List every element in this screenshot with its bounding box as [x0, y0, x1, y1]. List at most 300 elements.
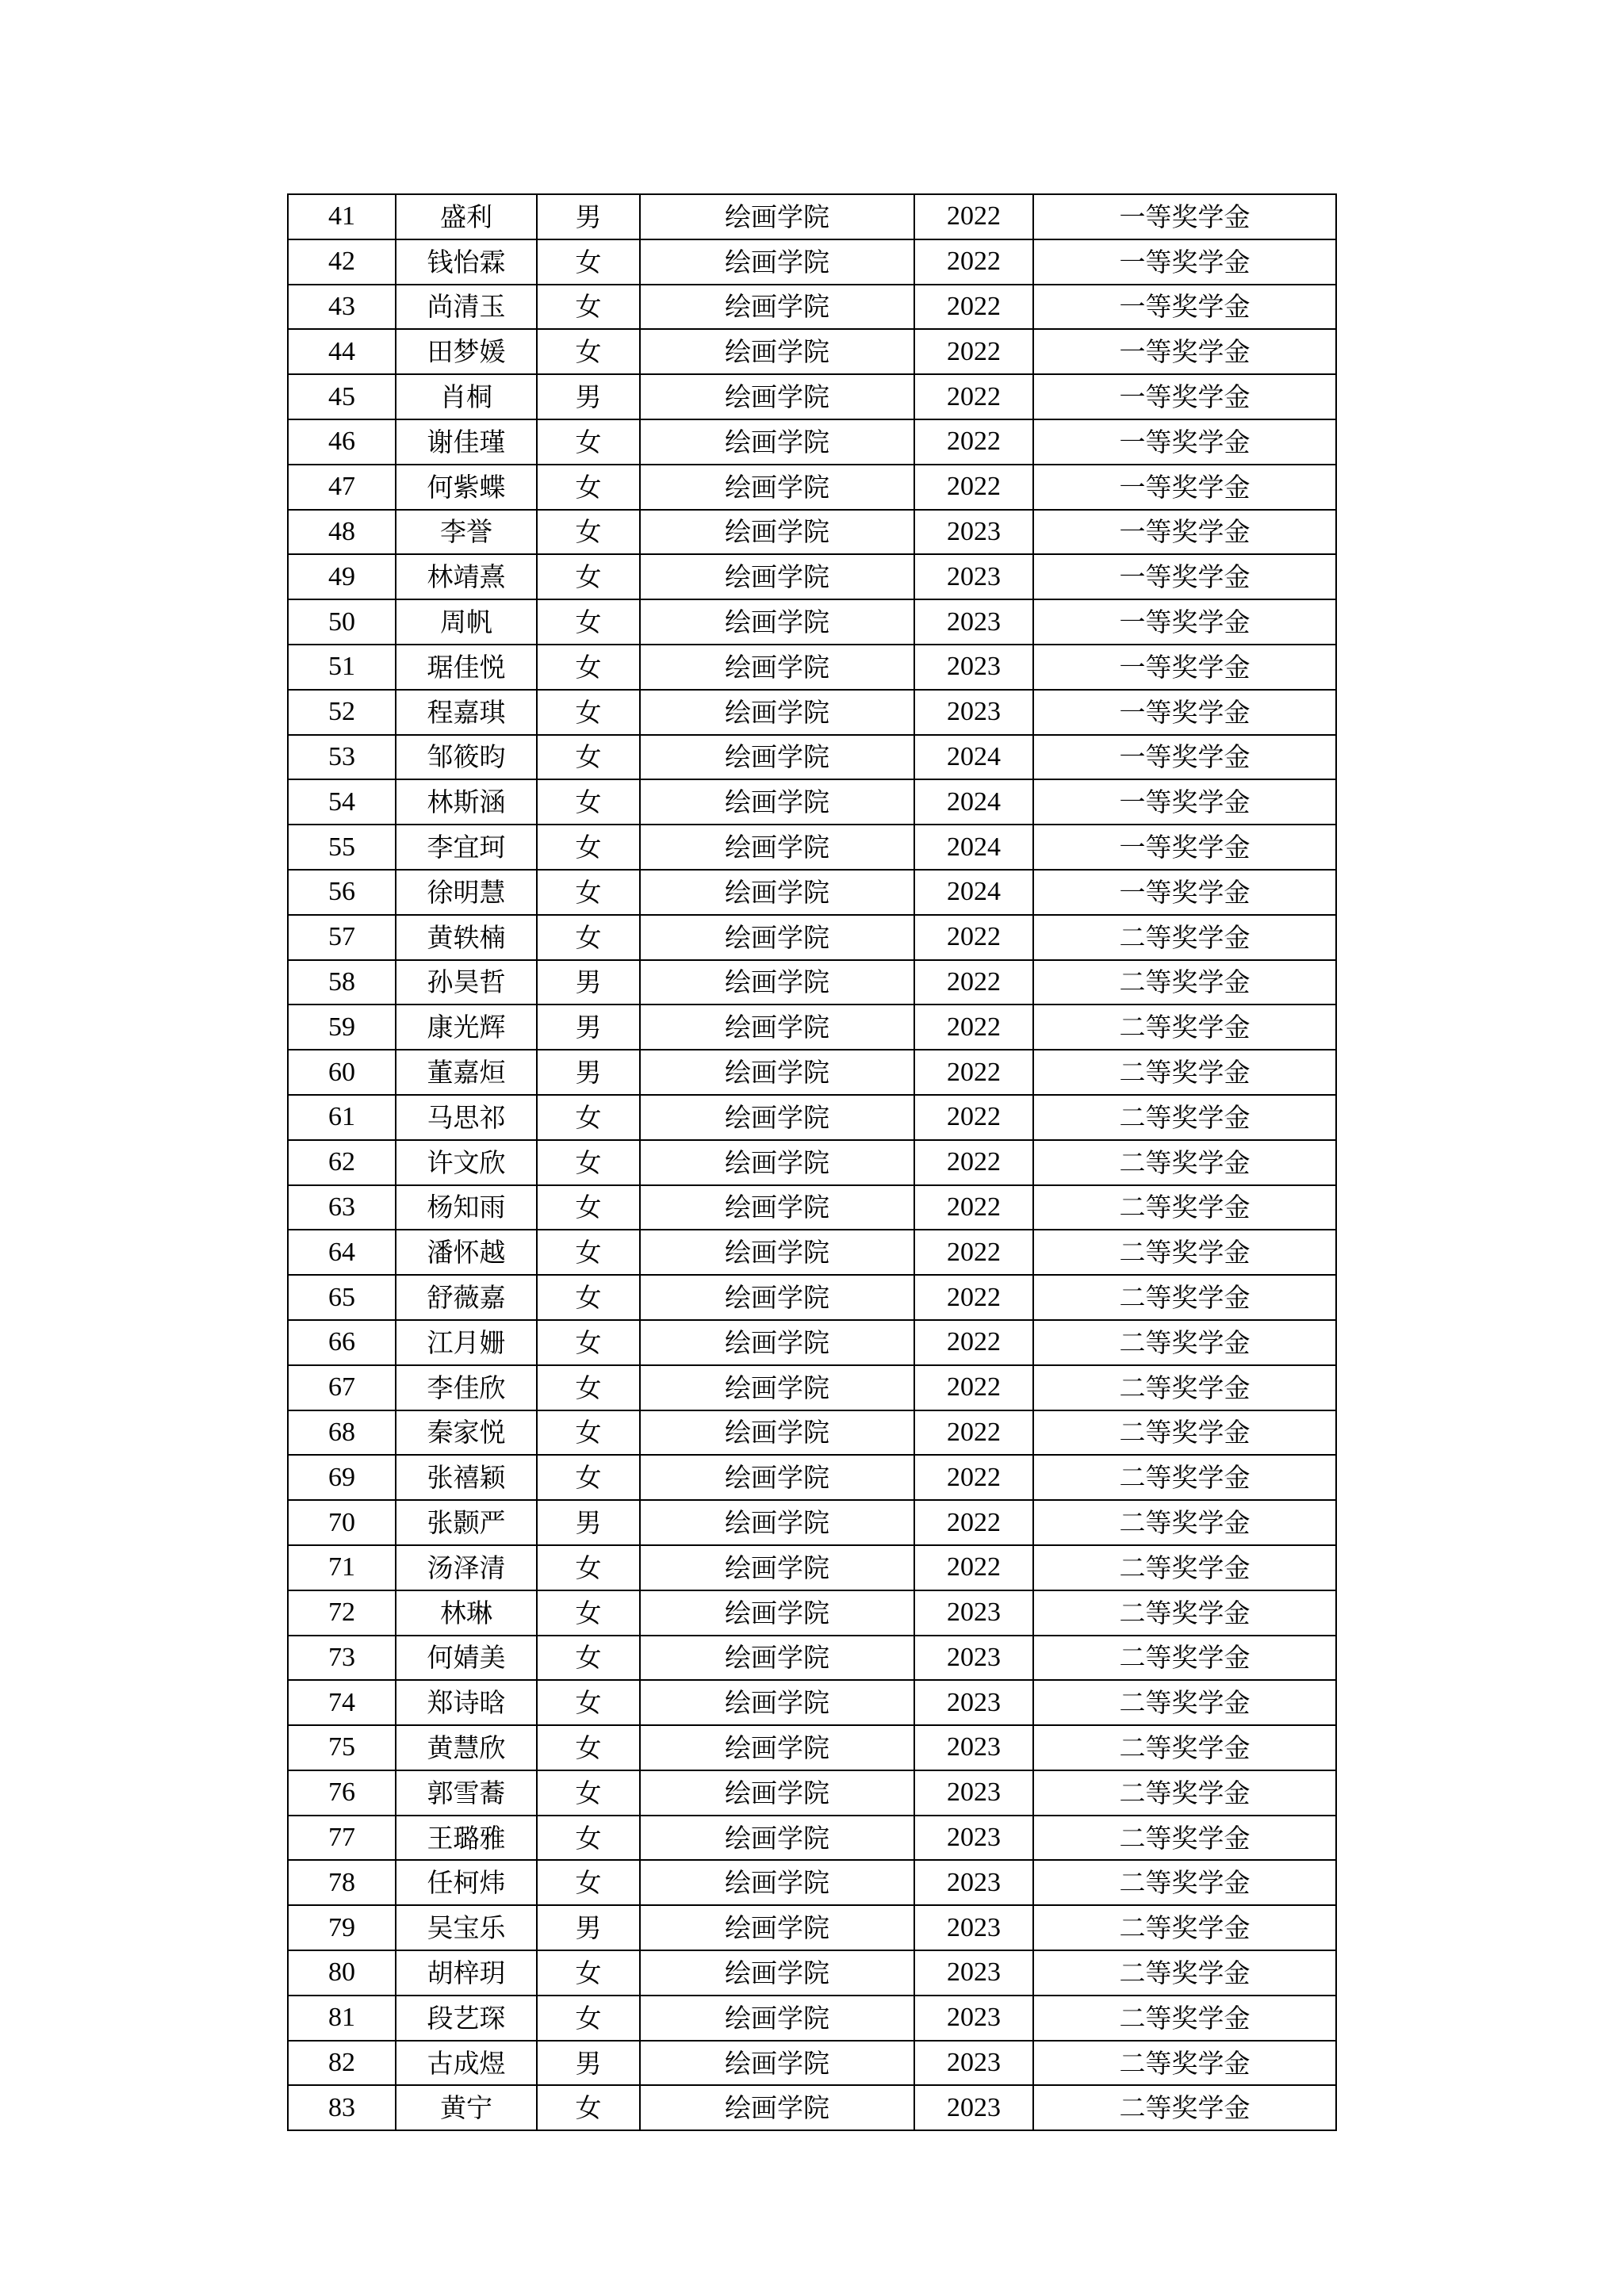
gender-cell: 男: [537, 194, 640, 239]
gender-cell: 女: [537, 1816, 640, 1861]
enrollment-year-cell: 2022: [914, 194, 1033, 239]
college-cell: 绘画学院: [640, 1590, 914, 1636]
gender-cell: 女: [537, 554, 640, 599]
award-cell: 二等奖学金: [1033, 1816, 1336, 1861]
student-name-cell: 何紫蝶: [396, 465, 537, 510]
award-cell: 二等奖学金: [1033, 1590, 1336, 1636]
college-cell: 绘画学院: [640, 285, 914, 330]
gender-cell: 女: [537, 1140, 640, 1185]
table-row: [288, 1860, 1336, 1905]
table-row: [288, 1500, 1336, 1545]
table-row: [288, 870, 1336, 915]
table-row: [288, 1140, 1336, 1185]
college-cell: 绘画学院: [640, 1770, 914, 1816]
gender-cell: 女: [537, 915, 640, 960]
row-number-cell: 46: [288, 419, 396, 465]
row-number-cell: 77: [288, 1816, 396, 1861]
enrollment-year-cell: 2022: [914, 239, 1033, 285]
table-row: [288, 554, 1336, 599]
student-name-cell: 李宜珂: [396, 825, 537, 870]
enrollment-year-cell: 2022: [914, 1500, 1033, 1545]
award-cell: 二等奖学金: [1033, 1860, 1336, 1905]
student-name-cell: 江月姗: [396, 1320, 537, 1365]
award-cell: 一等奖学金: [1033, 374, 1336, 419]
award-cell: 二等奖学金: [1033, 915, 1336, 960]
enrollment-year-cell: 2023: [914, 1725, 1033, 1770]
enrollment-year-cell: 2022: [914, 1185, 1033, 1230]
row-number-cell: 49: [288, 554, 396, 599]
student-name-cell: 舒薇嘉: [396, 1275, 537, 1320]
gender-cell: 男: [537, 1050, 640, 1095]
table-row: [288, 779, 1336, 825]
student-name-cell: 张颢严: [396, 1500, 537, 1545]
student-name-cell: 尚清玉: [396, 285, 537, 330]
student-name-cell: 汤泽清: [396, 1545, 537, 1590]
student-name-cell: 肖桐: [396, 374, 537, 419]
student-name-cell: 马思祁: [396, 1095, 537, 1140]
enrollment-year-cell: 2022: [914, 1004, 1033, 1050]
row-number-cell: 81: [288, 1996, 396, 2041]
table-row: [288, 1816, 1336, 1861]
row-number-cell: 78: [288, 1860, 396, 1905]
award-cell: 二等奖学金: [1033, 1636, 1336, 1681]
table-row: [288, 1050, 1336, 1095]
row-number-cell: 55: [288, 825, 396, 870]
college-cell: 绘画学院: [640, 599, 914, 645]
table-row: [288, 1770, 1336, 1816]
gender-cell: 女: [537, 329, 640, 374]
row-number-cell: 66: [288, 1320, 396, 1365]
student-name-cell: 徐明慧: [396, 870, 537, 915]
college-cell: 绘画学院: [640, 2085, 914, 2130]
award-cell: 二等奖学金: [1033, 1095, 1336, 1140]
row-number-cell: 48: [288, 510, 396, 555]
row-number-cell: 75: [288, 1725, 396, 1770]
college-cell: 绘画学院: [640, 465, 914, 510]
table-row: [288, 1320, 1336, 1365]
enrollment-year-cell: 2023: [914, 1996, 1033, 2041]
college-cell: 绘画学院: [640, 1455, 914, 1500]
gender-cell: 女: [537, 599, 640, 645]
enrollment-year-cell: 2022: [914, 329, 1033, 374]
gender-cell: 女: [537, 1860, 640, 1905]
gender-cell: 女: [537, 1680, 640, 1725]
award-cell: 二等奖学金: [1033, 2041, 1336, 2086]
college-cell: 绘画学院: [640, 870, 914, 915]
college-cell: 绘画学院: [640, 915, 914, 960]
gender-cell: 女: [537, 1230, 640, 1275]
row-number-cell: 41: [288, 194, 396, 239]
student-name-cell: 周帆: [396, 599, 537, 645]
award-cell: 一等奖学金: [1033, 329, 1336, 374]
enrollment-year-cell: 2023: [914, 1816, 1033, 1861]
gender-cell: 女: [537, 1455, 640, 1500]
gender-cell: 女: [537, 690, 640, 735]
college-cell: 绘画学院: [640, 1365, 914, 1410]
enrollment-year-cell: 2023: [914, 1770, 1033, 1816]
gender-cell: 女: [537, 1545, 640, 1590]
enrollment-year-cell: 2022: [914, 1455, 1033, 1500]
gender-cell: 女: [537, 2085, 640, 2130]
gender-cell: 女: [537, 465, 640, 510]
student-name-cell: 张禧颖: [396, 1455, 537, 1500]
college-cell: 绘画学院: [640, 1275, 914, 1320]
student-name-cell: 董嘉烜: [396, 1050, 537, 1095]
enrollment-year-cell: 2024: [914, 870, 1033, 915]
row-number-cell: 61: [288, 1095, 396, 1140]
row-number-cell: 82: [288, 2041, 396, 2086]
row-number-cell: 80: [288, 1950, 396, 1996]
enrollment-year-cell: 2023: [914, 599, 1033, 645]
row-number-cell: 57: [288, 915, 396, 960]
student-name-cell: 谢佳瑾: [396, 419, 537, 465]
student-name-cell: 盛利: [396, 194, 537, 239]
gender-cell: 男: [537, 960, 640, 1005]
college-cell: 绘画学院: [640, 1004, 914, 1050]
college-cell: 绘画学院: [640, 960, 914, 1005]
table-row: [288, 2041, 1336, 2086]
row-number-cell: 70: [288, 1500, 396, 1545]
award-cell: 二等奖学金: [1033, 1365, 1336, 1410]
table-row: [288, 1590, 1336, 1636]
student-name-cell: 郑诗晗: [396, 1680, 537, 1725]
row-number-cell: 83: [288, 2085, 396, 2130]
gender-cell: 女: [537, 1636, 640, 1681]
row-number-cell: 79: [288, 1905, 396, 1950]
student-name-cell: 康光辉: [396, 1004, 537, 1050]
row-number-cell: 65: [288, 1275, 396, 1320]
student-name-cell: 林琳: [396, 1590, 537, 1636]
table-row: [288, 194, 1336, 239]
gender-cell: 女: [537, 1275, 640, 1320]
award-cell: 一等奖学金: [1033, 645, 1336, 690]
award-cell: 一等奖学金: [1033, 870, 1336, 915]
award-cell: 二等奖学金: [1033, 1410, 1336, 1456]
row-number-cell: 72: [288, 1590, 396, 1636]
student-name-cell: 吴宝乐: [396, 1905, 537, 1950]
college-cell: 绘画学院: [640, 779, 914, 825]
enrollment-year-cell: 2022: [914, 465, 1033, 510]
enrollment-year-cell: 2023: [914, 1905, 1033, 1950]
enrollment-year-cell: 2023: [914, 2041, 1033, 2086]
enrollment-year-cell: 2023: [914, 690, 1033, 735]
award-cell: 二等奖学金: [1033, 1275, 1336, 1320]
student-name-cell: 林靖熹: [396, 554, 537, 599]
table-row: [288, 1275, 1336, 1320]
row-number-cell: 58: [288, 960, 396, 1005]
table-row: [288, 1004, 1336, 1050]
enrollment-year-cell: 2023: [914, 1590, 1033, 1636]
row-number-cell: 50: [288, 599, 396, 645]
gender-cell: 女: [537, 239, 640, 285]
college-cell: 绘画学院: [640, 419, 914, 465]
enrollment-year-cell: 2024: [914, 779, 1033, 825]
row-number-cell: 53: [288, 735, 396, 780]
award-cell: 二等奖学金: [1033, 1725, 1336, 1770]
award-cell: 二等奖学金: [1033, 1500, 1336, 1545]
table-row: [288, 1996, 1336, 2041]
table-row: [288, 2085, 1336, 2130]
row-number-cell: 47: [288, 465, 396, 510]
college-cell: 绘画学院: [640, 510, 914, 555]
gender-cell: 男: [537, 1905, 640, 1950]
row-number-cell: 74: [288, 1680, 396, 1725]
college-cell: 绘画学院: [640, 690, 914, 735]
award-cell: 一等奖学金: [1033, 599, 1336, 645]
award-cell: 二等奖学金: [1033, 1770, 1336, 1816]
student-name-cell: 郭雪蕎: [396, 1770, 537, 1816]
award-cell: 一等奖学金: [1033, 735, 1336, 780]
award-cell: 二等奖学金: [1033, 1996, 1336, 2041]
gender-cell: 女: [537, 1410, 640, 1456]
college-cell: 绘画学院: [640, 1140, 914, 1185]
award-cell: 一等奖学金: [1033, 419, 1336, 465]
college-cell: 绘画学院: [640, 1680, 914, 1725]
gender-cell: 女: [537, 1770, 640, 1816]
gender-cell: 男: [537, 374, 640, 419]
row-number-cell: 69: [288, 1455, 396, 1500]
student-name-cell: 钱怡霖: [396, 239, 537, 285]
table-row: [288, 419, 1336, 465]
award-cell: 二等奖学金: [1033, 1140, 1336, 1185]
award-cell: 二等奖学金: [1033, 960, 1336, 1005]
enrollment-year-cell: 2024: [914, 735, 1033, 780]
award-cell: 二等奖学金: [1033, 1905, 1336, 1950]
enrollment-year-cell: 2024: [914, 825, 1033, 870]
enrollment-year-cell: 2022: [914, 1095, 1033, 1140]
table-row: [288, 374, 1336, 419]
student-name-cell: 秦家悦: [396, 1410, 537, 1456]
college-cell: 绘画学院: [640, 1725, 914, 1770]
student-name-cell: 李佳欣: [396, 1365, 537, 1410]
student-name-cell: 古成煜: [396, 2041, 537, 2086]
table-row: [288, 285, 1336, 330]
enrollment-year-cell: 2023: [914, 1680, 1033, 1725]
college-cell: 绘画学院: [640, 554, 914, 599]
table-row: [288, 1365, 1336, 1410]
row-number-cell: 71: [288, 1545, 396, 1590]
table-row: [288, 1455, 1336, 1500]
gender-cell: 女: [537, 1320, 640, 1365]
enrollment-year-cell: 2022: [914, 1365, 1033, 1410]
enrollment-year-cell: 2022: [914, 915, 1033, 960]
college-cell: 绘画学院: [640, 239, 914, 285]
college-cell: 绘画学院: [640, 2041, 914, 2086]
college-cell: 绘画学院: [640, 1905, 914, 1950]
enrollment-year-cell: 2023: [914, 1860, 1033, 1905]
enrollment-year-cell: 2022: [914, 285, 1033, 330]
student-name-cell: 杨知雨: [396, 1185, 537, 1230]
row-number-cell: 44: [288, 329, 396, 374]
row-number-cell: 60: [288, 1050, 396, 1095]
college-cell: 绘画学院: [640, 329, 914, 374]
enrollment-year-cell: 2023: [914, 1950, 1033, 1996]
award-cell: 二等奖学金: [1033, 1050, 1336, 1095]
row-number-cell: 54: [288, 779, 396, 825]
gender-cell: 女: [537, 1365, 640, 1410]
student-name-cell: 黄慧欣: [396, 1725, 537, 1770]
gender-cell: 女: [537, 1590, 640, 1636]
award-cell: 二等奖学金: [1033, 1004, 1336, 1050]
row-number-cell: 43: [288, 285, 396, 330]
table-row: [288, 1680, 1336, 1725]
student-name-cell: 胡梓玥: [396, 1950, 537, 1996]
gender-cell: 男: [537, 2041, 640, 2086]
student-name-cell: 琚佳悦: [396, 645, 537, 690]
college-cell: 绘画学院: [640, 1636, 914, 1681]
row-number-cell: 68: [288, 1410, 396, 1456]
table-row: [288, 1095, 1336, 1140]
enrollment-year-cell: 2023: [914, 645, 1033, 690]
table-row: [288, 1905, 1336, 1950]
table-row: [288, 239, 1336, 285]
college-cell: 绘画学院: [640, 1095, 914, 1140]
table-row: [288, 960, 1336, 1005]
table-row: [288, 825, 1336, 870]
row-number-cell: 51: [288, 645, 396, 690]
enrollment-year-cell: 2022: [914, 1320, 1033, 1365]
student-name-cell: 何婧美: [396, 1636, 537, 1681]
student-name-cell: 任柯炜: [396, 1860, 537, 1905]
college-cell: 绘画学院: [640, 1950, 914, 1996]
student-name-cell: 黄轶楠: [396, 915, 537, 960]
row-number-cell: 73: [288, 1636, 396, 1681]
row-number-cell: 42: [288, 239, 396, 285]
student-name-cell: 孙昊哲: [396, 960, 537, 1005]
award-cell: 二等奖学金: [1033, 1950, 1336, 1996]
table-row: [288, 599, 1336, 645]
table-row: [288, 1185, 1336, 1230]
college-cell: 绘画学院: [640, 1410, 914, 1456]
student-name-cell: 程嘉琪: [396, 690, 537, 735]
student-name-cell: 邹筱昀: [396, 735, 537, 780]
table-body: [288, 194, 1336, 2130]
student-name-cell: 黄宁: [396, 2085, 537, 2130]
row-number-cell: 45: [288, 374, 396, 419]
gender-cell: 女: [537, 645, 640, 690]
table-row: [288, 1950, 1336, 1996]
table-row: [288, 465, 1336, 510]
award-cell: 一等奖学金: [1033, 510, 1336, 555]
row-number-cell: 63: [288, 1185, 396, 1230]
award-cell: 一等奖学金: [1033, 779, 1336, 825]
award-cell: 二等奖学金: [1033, 1320, 1336, 1365]
award-cell: 二等奖学金: [1033, 1185, 1336, 1230]
award-cell: 一等奖学金: [1033, 194, 1336, 239]
award-cell: 一等奖学金: [1033, 239, 1336, 285]
gender-cell: 女: [537, 825, 640, 870]
table-row: [288, 1410, 1336, 1456]
award-cell: 一等奖学金: [1033, 690, 1336, 735]
gender-cell: 女: [537, 1996, 640, 2041]
college-cell: 绘画学院: [640, 1050, 914, 1095]
award-cell: 二等奖学金: [1033, 2085, 1336, 2130]
student-name-cell: 李誉: [396, 510, 537, 555]
gender-cell: 女: [537, 1095, 640, 1140]
award-cell: 一等奖学金: [1033, 465, 1336, 510]
enrollment-year-cell: 2022: [914, 1050, 1033, 1095]
college-cell: 绘画学院: [640, 735, 914, 780]
gender-cell: 女: [537, 1950, 640, 1996]
row-number-cell: 52: [288, 690, 396, 735]
student-name-cell: 林斯涵: [396, 779, 537, 825]
gender-cell: 女: [537, 1185, 640, 1230]
student-name-cell: 许文欣: [396, 1140, 537, 1185]
row-number-cell: 76: [288, 1770, 396, 1816]
enrollment-year-cell: 2023: [914, 1636, 1033, 1681]
table-row: [288, 1230, 1336, 1275]
enrollment-year-cell: 2022: [914, 1140, 1033, 1185]
enrollment-year-cell: 2022: [914, 1545, 1033, 1590]
college-cell: 绘画学院: [640, 1996, 914, 2041]
college-cell: 绘画学院: [640, 825, 914, 870]
table-row: [288, 735, 1336, 780]
gender-cell: 女: [537, 285, 640, 330]
enrollment-year-cell: 2022: [914, 960, 1033, 1005]
college-cell: 绘画学院: [640, 374, 914, 419]
college-cell: 绘画学院: [640, 1185, 914, 1230]
row-number-cell: 56: [288, 870, 396, 915]
college-cell: 绘画学院: [640, 1816, 914, 1861]
row-number-cell: 62: [288, 1140, 396, 1185]
college-cell: 绘画学院: [640, 1500, 914, 1545]
award-cell: 二等奖学金: [1033, 1680, 1336, 1725]
table-row: [288, 329, 1336, 374]
table-row: [288, 690, 1336, 735]
college-cell: 绘画学院: [640, 1860, 914, 1905]
award-cell: 二等奖学金: [1033, 1545, 1336, 1590]
row-number-cell: 64: [288, 1230, 396, 1275]
college-cell: 绘画学院: [640, 645, 914, 690]
row-number-cell: 67: [288, 1365, 396, 1410]
gender-cell: 女: [537, 779, 640, 825]
enrollment-year-cell: 2022: [914, 1275, 1033, 1320]
award-cell: 一等奖学金: [1033, 825, 1336, 870]
enrollment-year-cell: 2022: [914, 374, 1033, 419]
college-cell: 绘画学院: [640, 1230, 914, 1275]
enrollment-year-cell: 2023: [914, 554, 1033, 599]
award-cell: 二等奖学金: [1033, 1455, 1336, 1500]
award-cell: 一等奖学金: [1033, 285, 1336, 330]
table-row: [288, 1725, 1336, 1770]
gender-cell: 女: [537, 870, 640, 915]
college-cell: 绘画学院: [640, 1545, 914, 1590]
scholarship-table: [287, 193, 1337, 2131]
award-cell: 二等奖学金: [1033, 1230, 1336, 1275]
table-row: [288, 1545, 1336, 1590]
college-cell: 绘画学院: [640, 194, 914, 239]
gender-cell: 女: [537, 1725, 640, 1770]
gender-cell: 女: [537, 419, 640, 465]
enrollment-year-cell: 2022: [914, 419, 1033, 465]
table-row: [288, 645, 1336, 690]
student-name-cell: 田梦媛: [396, 329, 537, 374]
table-row: [288, 915, 1336, 960]
enrollment-year-cell: 2022: [914, 1410, 1033, 1456]
row-number-cell: 59: [288, 1004, 396, 1050]
gender-cell: 女: [537, 735, 640, 780]
award-cell: 一等奖学金: [1033, 554, 1336, 599]
gender-cell: 女: [537, 510, 640, 555]
enrollment-year-cell: 2022: [914, 1230, 1033, 1275]
gender-cell: 男: [537, 1004, 640, 1050]
enrollment-year-cell: 2023: [914, 510, 1033, 555]
table-row: [288, 510, 1336, 555]
college-cell: 绘画学院: [640, 1320, 914, 1365]
gender-cell: 男: [537, 1500, 640, 1545]
table-row: [288, 1636, 1336, 1681]
student-name-cell: 段艺琛: [396, 1996, 537, 2041]
